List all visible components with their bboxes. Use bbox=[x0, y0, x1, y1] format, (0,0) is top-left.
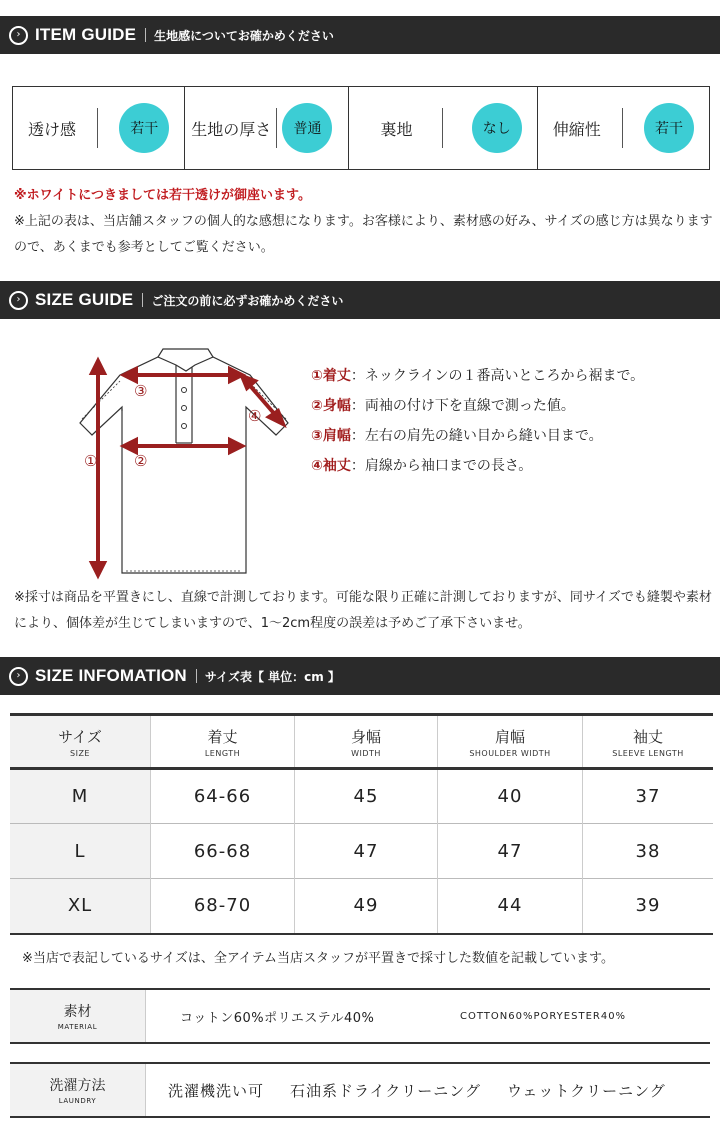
table-row bbox=[10, 824, 713, 879]
legend-desc: ：ネックラインの１番高いところから裾まで。 bbox=[350, 368, 645, 384]
guide-value-badge: なし bbox=[472, 103, 522, 153]
material-header bbox=[10, 990, 146, 1042]
laundry-header bbox=[10, 1064, 146, 1116]
legend-key: ①着丈 bbox=[311, 368, 351, 384]
material-row bbox=[10, 988, 710, 1044]
guide-label: 生地の厚さ bbox=[191, 119, 272, 139]
divider bbox=[145, 28, 146, 42]
table-header-row bbox=[10, 715, 713, 769]
chevron-right-icon: › bbox=[9, 291, 28, 310]
measurement-legend bbox=[311, 361, 644, 481]
cell-shoulder: 47 bbox=[438, 824, 583, 879]
legend-desc: ：両袖の付け下を直線で測った値。 bbox=[350, 398, 575, 414]
cell-sleeve: 38 bbox=[635, 840, 661, 862]
cell-width: 49 bbox=[295, 879, 438, 934]
col-header-width: 身幅 WIDTH bbox=[295, 715, 438, 769]
legend-desc: ：肩線から袖口までの長さ。 bbox=[350, 458, 533, 474]
cell-size: L bbox=[10, 824, 151, 879]
cell-shoulder: 44 bbox=[438, 879, 583, 934]
col-header-length: 着丈 LENGTH bbox=[151, 715, 295, 769]
material-label: 素材 bbox=[63, 1004, 92, 1020]
legend-row bbox=[311, 361, 644, 391]
cell-sleeve: 39 bbox=[635, 895, 661, 917]
legend-row bbox=[311, 421, 644, 451]
item-guide-header bbox=[0, 16, 720, 54]
cell-length: 64-66 bbox=[151, 769, 295, 824]
cell-width: 47 bbox=[295, 824, 438, 879]
guide-cell-lining bbox=[349, 87, 538, 169]
cell-size: XL bbox=[10, 879, 151, 934]
col-header-sleeve: 袖丈 SLEEVE LENGTH bbox=[612, 727, 684, 758]
size-info-header bbox=[0, 657, 720, 695]
guide-cell-thickness bbox=[185, 87, 348, 169]
measurement-note: ※採寸は商品を平置きにし、直線で計測しております。可能な限り正確に計測しておりますが、同サイズでも縫製や素材により、個体差が生じてしまいますので、1〜2cm程度の誤差は予めご了承下さいませ。 bbox=[14, 590, 712, 631]
button bbox=[182, 406, 187, 411]
divider bbox=[442, 108, 443, 148]
guide-cell-stretch bbox=[538, 87, 709, 169]
laundry-label-en: LAUNDRY bbox=[58, 1097, 97, 1105]
legend-row bbox=[311, 391, 644, 421]
length-arrow-head bbox=[92, 563, 104, 575]
item-guide-subtitle: 生地感についてお確かめください bbox=[154, 28, 334, 43]
length-arrow-head bbox=[92, 361, 104, 373]
divider bbox=[276, 108, 277, 148]
fabric-guide-table bbox=[12, 86, 710, 170]
size-info-subtitle: サイズ表【 単位：cm 】 bbox=[204, 669, 340, 684]
col-header-shoulder: 肩幅 SHOULDER WIDTH bbox=[438, 715, 583, 769]
guide-label: 裏地 bbox=[380, 119, 413, 139]
legend-desc: ：左右の肩先の縫い目から縫い目まで。 bbox=[350, 428, 603, 444]
guide-label: 透け感 bbox=[28, 119, 77, 139]
guide-value-badge: 普通 bbox=[282, 103, 332, 153]
chevron-right-icon: › bbox=[9, 26, 28, 45]
size-guide-title: SIZE GUIDE bbox=[35, 290, 134, 309]
cell-width: 45 bbox=[295, 769, 438, 824]
legend-key: ②身幅 bbox=[311, 398, 351, 414]
button bbox=[182, 424, 187, 429]
cell-sleeve: 37 bbox=[635, 786, 661, 807]
marker-sleeve: ④ bbox=[248, 407, 262, 425]
table-row bbox=[10, 769, 713, 824]
material-value-jp: コットン60%ポリエステル40% bbox=[180, 1010, 375, 1026]
guide-value-badge: 若干 bbox=[644, 103, 694, 153]
laundry-row bbox=[10, 1062, 710, 1118]
laundry-label: 洗濯方法 bbox=[49, 1078, 106, 1094]
table-row bbox=[10, 879, 713, 934]
chevron-right-icon: › bbox=[9, 667, 28, 686]
size-info-title: SIZE INFOMATION bbox=[35, 666, 187, 685]
fabric-guide-note: ※上記の表は、当店舗スタッフの個人的な感想になります。お客様により、素材感の好み、サイズの感じ方は異なりますので、あくまでも参考としてご覧ください。 bbox=[14, 214, 713, 255]
material-value-en: COTTON60%PORYESTER40% bbox=[460, 1010, 627, 1022]
white-color-note: ※ホワイトにつきましては若干透けが御座います。 bbox=[14, 188, 311, 203]
legend-key: ③肩幅 bbox=[311, 428, 351, 444]
divider bbox=[622, 108, 623, 148]
guide-cell-transparency bbox=[13, 87, 185, 169]
marker-width: ② bbox=[134, 452, 148, 470]
legend-row bbox=[311, 451, 644, 481]
cell-shoulder: 40 bbox=[438, 769, 583, 824]
cell-length: 68-70 bbox=[151, 879, 295, 934]
material-label-en: MATERIAL bbox=[57, 1023, 98, 1031]
button bbox=[182, 388, 187, 393]
divider bbox=[142, 293, 143, 307]
marker-shoulder: ③ bbox=[134, 382, 148, 400]
divider bbox=[97, 108, 98, 148]
cell-size: M bbox=[10, 769, 151, 824]
size-guide-header bbox=[0, 281, 720, 319]
item-guide-title: ITEM GUIDE bbox=[35, 25, 137, 44]
divider bbox=[196, 669, 197, 683]
laundry-item: ウェットクリーニング bbox=[506, 1081, 666, 1100]
size-guide-subtitle: ご注文の前に必ずお確かめください bbox=[151, 293, 344, 308]
guide-value-badge: 若干 bbox=[119, 103, 169, 153]
cell-length: 66-68 bbox=[151, 824, 295, 879]
laundry-item: 石油系ドライクリーニング bbox=[290, 1081, 481, 1100]
guide-label: 伸縮性 bbox=[552, 119, 601, 139]
polo-shirt-diagram bbox=[70, 345, 300, 580]
size-table bbox=[10, 713, 713, 935]
marker-length: ① bbox=[84, 452, 98, 470]
laundry-item: 洗濯機洗い可 bbox=[168, 1081, 265, 1100]
legend-key: ④袖丈 bbox=[311, 458, 351, 474]
col-header-size: サイズ SIZE bbox=[10, 715, 151, 769]
size-table-note: ※当店で表記しているサイズは、全アイテム当店スタッフが平置きで採寸した数値を記載しています。 bbox=[22, 951, 614, 966]
